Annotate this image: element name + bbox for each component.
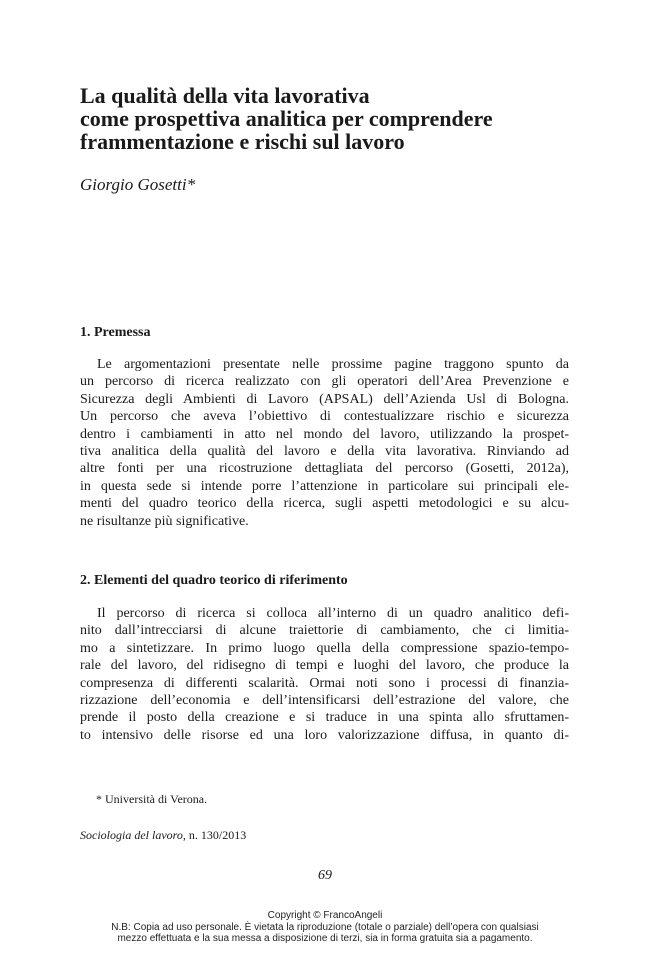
- section-heading-quadro-teorico: 2. Elementi del quadro teorico di riferimento: [80, 573, 348, 588]
- text-line: in questa sede si intende porre l’attenzione in particolare sui principali ele-: [80, 478, 569, 494]
- text-line: altre fonti per una ricostruzione dettagliata del percorso (Gosetti, 2012a),: [80, 461, 569, 477]
- copyright-notice: [0, 910, 650, 945]
- journal-citation: [80, 828, 246, 843]
- footnote: * Università di Verona.: [96, 792, 208, 806]
- text-line: un percorso di ricerca realizzato con gli operatori dell’Area Prevenzione e: [80, 374, 569, 390]
- journal-issue: , n. 130/2013: [182, 828, 247, 842]
- text-line: rizzazione dell’economia e dell’intensificarsi dell’estrazione del valore, che: [80, 693, 569, 709]
- text-line: prende il posto della creazione e si traduce in una spinta allo sfruttamen-: [80, 710, 569, 726]
- text-line: dentro i cambiamenti in atto nel mondo del lavoro, utilizzando la prospet-: [80, 426, 569, 442]
- text-line: Sicurezza degli Ambienti di Lavoro (APSAL) dell’Azienda Usl di Bologna.: [80, 391, 569, 407]
- text-line: Le argomentazioni presentate nelle prossime pagine traggono spunto da: [97, 357, 569, 372]
- journal-name: Sociologia del lavoro: [80, 828, 183, 842]
- title-line: frammentazione e rischi sul lavoro: [80, 129, 405, 154]
- text-line: tiva analitica della qualità del lavoro e della vita lavorativa. Rinviando ad: [80, 444, 569, 460]
- text-line: to intensivo delle risorse ed una loro valorizzazione diffusa, in quanto di-: [80, 727, 569, 743]
- author: Giorgio Gosetti*: [80, 175, 196, 194]
- text-line: compresenza di differenti scalarità. Ormai noti sono i processi di finanzia-: [80, 675, 569, 691]
- copyright-line: Copyright © FrancoAngeli: [267, 910, 383, 921]
- title-line: come prospettiva analitica per comprendere: [80, 106, 493, 131]
- paragraph-premessa: [80, 356, 569, 530]
- text-line: Un percorso che aveva l’obiettivo di contestualizzare rischio e sicurezza: [80, 409, 569, 425]
- title-line: La qualità della vita lavorativa: [80, 83, 370, 108]
- text-line: mo a sintetizzare. In primo luogo quella della compressione spazio-tempo-: [80, 640, 569, 656]
- text-line: rale del lavoro, del ridisegno di tempi e luoghi del lavoro, che produce la: [80, 658, 569, 674]
- text-line: nito dall’intrecciarsi di alcune traiettorie di cambiamento, che ci limitia-: [80, 623, 569, 639]
- section-heading-premessa: 1. Premessa: [80, 325, 151, 340]
- text-line: Il percorso di ricerca si colloca all’interno di un quadro analitico defi-: [97, 606, 569, 621]
- copyright-line: mezzo effettuata e la sua messa a disposizione di terzi, sia in forma gratuita sia a pagamento.: [117, 933, 533, 944]
- article-title: [80, 84, 580, 153]
- page-number: 69: [318, 868, 332, 883]
- paragraph-quadro-teorico: [80, 605, 569, 744]
- text-line: menti del quadro teorico della ricerca, sugli aspetti metodologici e su alcu-: [80, 496, 569, 512]
- text-line: ne risultanze più significative.: [80, 513, 249, 529]
- copyright-line: N.B: Copia ad uso personale. È vietata la riproduzione (totale o parziale) dell’opera con qualsiasi: [111, 921, 539, 933]
